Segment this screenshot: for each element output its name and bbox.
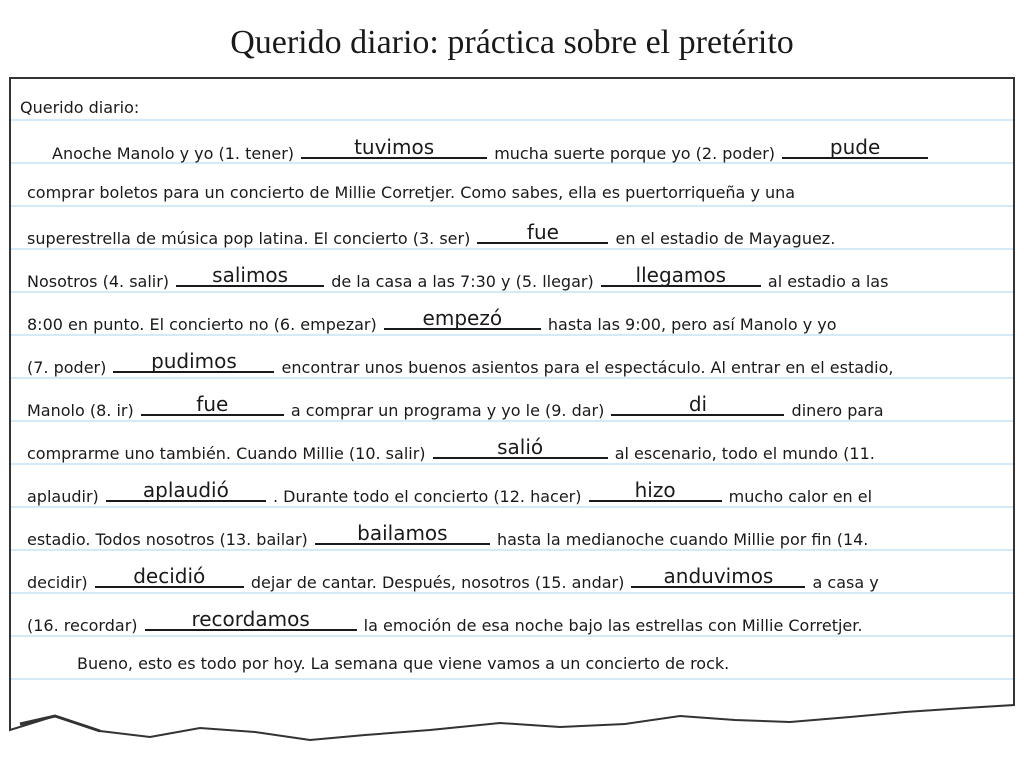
answer-blank[interactable] (176, 263, 324, 287)
diary-line (27, 220, 836, 248)
diary-line (27, 435, 875, 463)
line-text: Manolo (8. ir) (27, 401, 139, 420)
handwritten-answer: hizo (634, 478, 676, 502)
handwritten-answer: recordamos (191, 607, 310, 631)
handwritten-answer: tuvimos (354, 135, 435, 159)
answer-blank[interactable] (782, 135, 928, 159)
diary-line (27, 349, 894, 377)
answer-blank[interactable] (315, 521, 490, 545)
line-text: . Durante todo el concierto (12. hacer) (267, 487, 587, 506)
handwritten-answer: decidió (133, 564, 206, 588)
line-text: decidir) (27, 573, 93, 592)
line-text: en el estadio de Mayaguez. (610, 229, 836, 248)
diary-line (27, 521, 869, 549)
answer-blank[interactable] (433, 435, 608, 459)
line-text: Nosotros (4. salir) (27, 272, 175, 291)
answer-blank[interactable] (95, 564, 244, 588)
line-text: comprar boletos para un concierto de Millie Corretjer. Como sabes, ella es puertorriqueña y una (27, 183, 796, 202)
handwritten-answer: pude (829, 135, 881, 159)
line-text: (16. recordar) (27, 616, 143, 635)
answer-blank[interactable] (301, 135, 487, 159)
handwritten-answer: salimos (212, 263, 289, 287)
line-text: a casa y (807, 573, 879, 592)
handwritten-answer: llegamos (635, 263, 727, 287)
line-text: al estadio a las (762, 272, 889, 291)
answer-blank[interactable] (589, 478, 722, 502)
handwritten-answer: aplaudió (142, 478, 229, 502)
line-text: encontrar unos buenos asientos para el espectáculo. Al entrar en el estadio, (276, 358, 894, 377)
handwritten-answer: salió (497, 435, 544, 459)
diary-line (27, 184, 795, 202)
answer-blank[interactable] (106, 478, 266, 502)
answer-blank[interactable] (631, 564, 805, 588)
line-text: dinero para (786, 401, 884, 420)
line-text: superestrella de música pop latina. El concierto (3. ser) (27, 229, 476, 248)
line-text: (7. poder) (27, 358, 112, 377)
diary-line (52, 135, 930, 163)
answer-blank[interactable] (145, 607, 357, 631)
answer-blank[interactable] (601, 263, 761, 287)
answer-blank[interactable] (611, 392, 784, 416)
line-text: dejar de cantar. Después, nosotros (15. andar) (245, 573, 630, 592)
line-text: de la casa a las 7:30 y (5. llegar) (326, 272, 599, 291)
answer-blank[interactable] (477, 220, 608, 244)
diary-line (27, 306, 837, 334)
line-text: comprarme uno también. Cuando Millie (10. salir) (27, 444, 431, 463)
answer-blank[interactable] (384, 306, 541, 330)
handwritten-answer: di (688, 392, 708, 416)
line-text: al escenario, todo el mundo (11. (609, 444, 875, 463)
line-text: a comprar un programa y yo le (9. dar) (285, 401, 610, 420)
handwritten-answer: empezó (422, 306, 503, 330)
greeting: Querido diario: (20, 98, 140, 117)
line-text: estadio. Todos nosotros (13. bailar) (27, 530, 313, 549)
handwritten-answer: fue (526, 220, 559, 244)
line-text: aplaudir) (27, 487, 104, 506)
closing-line: Bueno, esto es todo por hoy. La semana que viene vamos a un concierto de rock. (77, 654, 730, 673)
handwritten-answer: fue (196, 392, 229, 416)
handwritten-answer: anduvimos (663, 564, 774, 588)
line-text: mucha suerte porque yo (2. poder) (489, 144, 781, 163)
page-title: Querido diario: práctica sobre el pretérito (230, 24, 794, 61)
line-text: hasta las 9:00, pero así Manolo y yo (542, 315, 837, 334)
answer-blank[interactable] (113, 349, 274, 373)
line-text: Anoche Manolo y yo (1. tener) (52, 144, 300, 163)
handwritten-answer: bailamos (357, 521, 448, 545)
diary-line (27, 564, 879, 592)
diary-line (27, 607, 863, 635)
handwritten-answer: pudimos (151, 349, 237, 373)
diary-line (27, 478, 873, 506)
line-text: 8:00 en punto. El concierto no (6. empezar) (27, 315, 382, 334)
answer-blank[interactable] (141, 392, 284, 416)
line-text: la emoción de esa noche bajo las estrellas con Millie Corretjer. (358, 616, 863, 635)
line-text: mucho calor en el (723, 487, 873, 506)
diary-line (27, 263, 889, 291)
line-text: hasta la medianoche cuando Millie por fin (14. (491, 530, 869, 549)
diary-line (27, 392, 884, 420)
